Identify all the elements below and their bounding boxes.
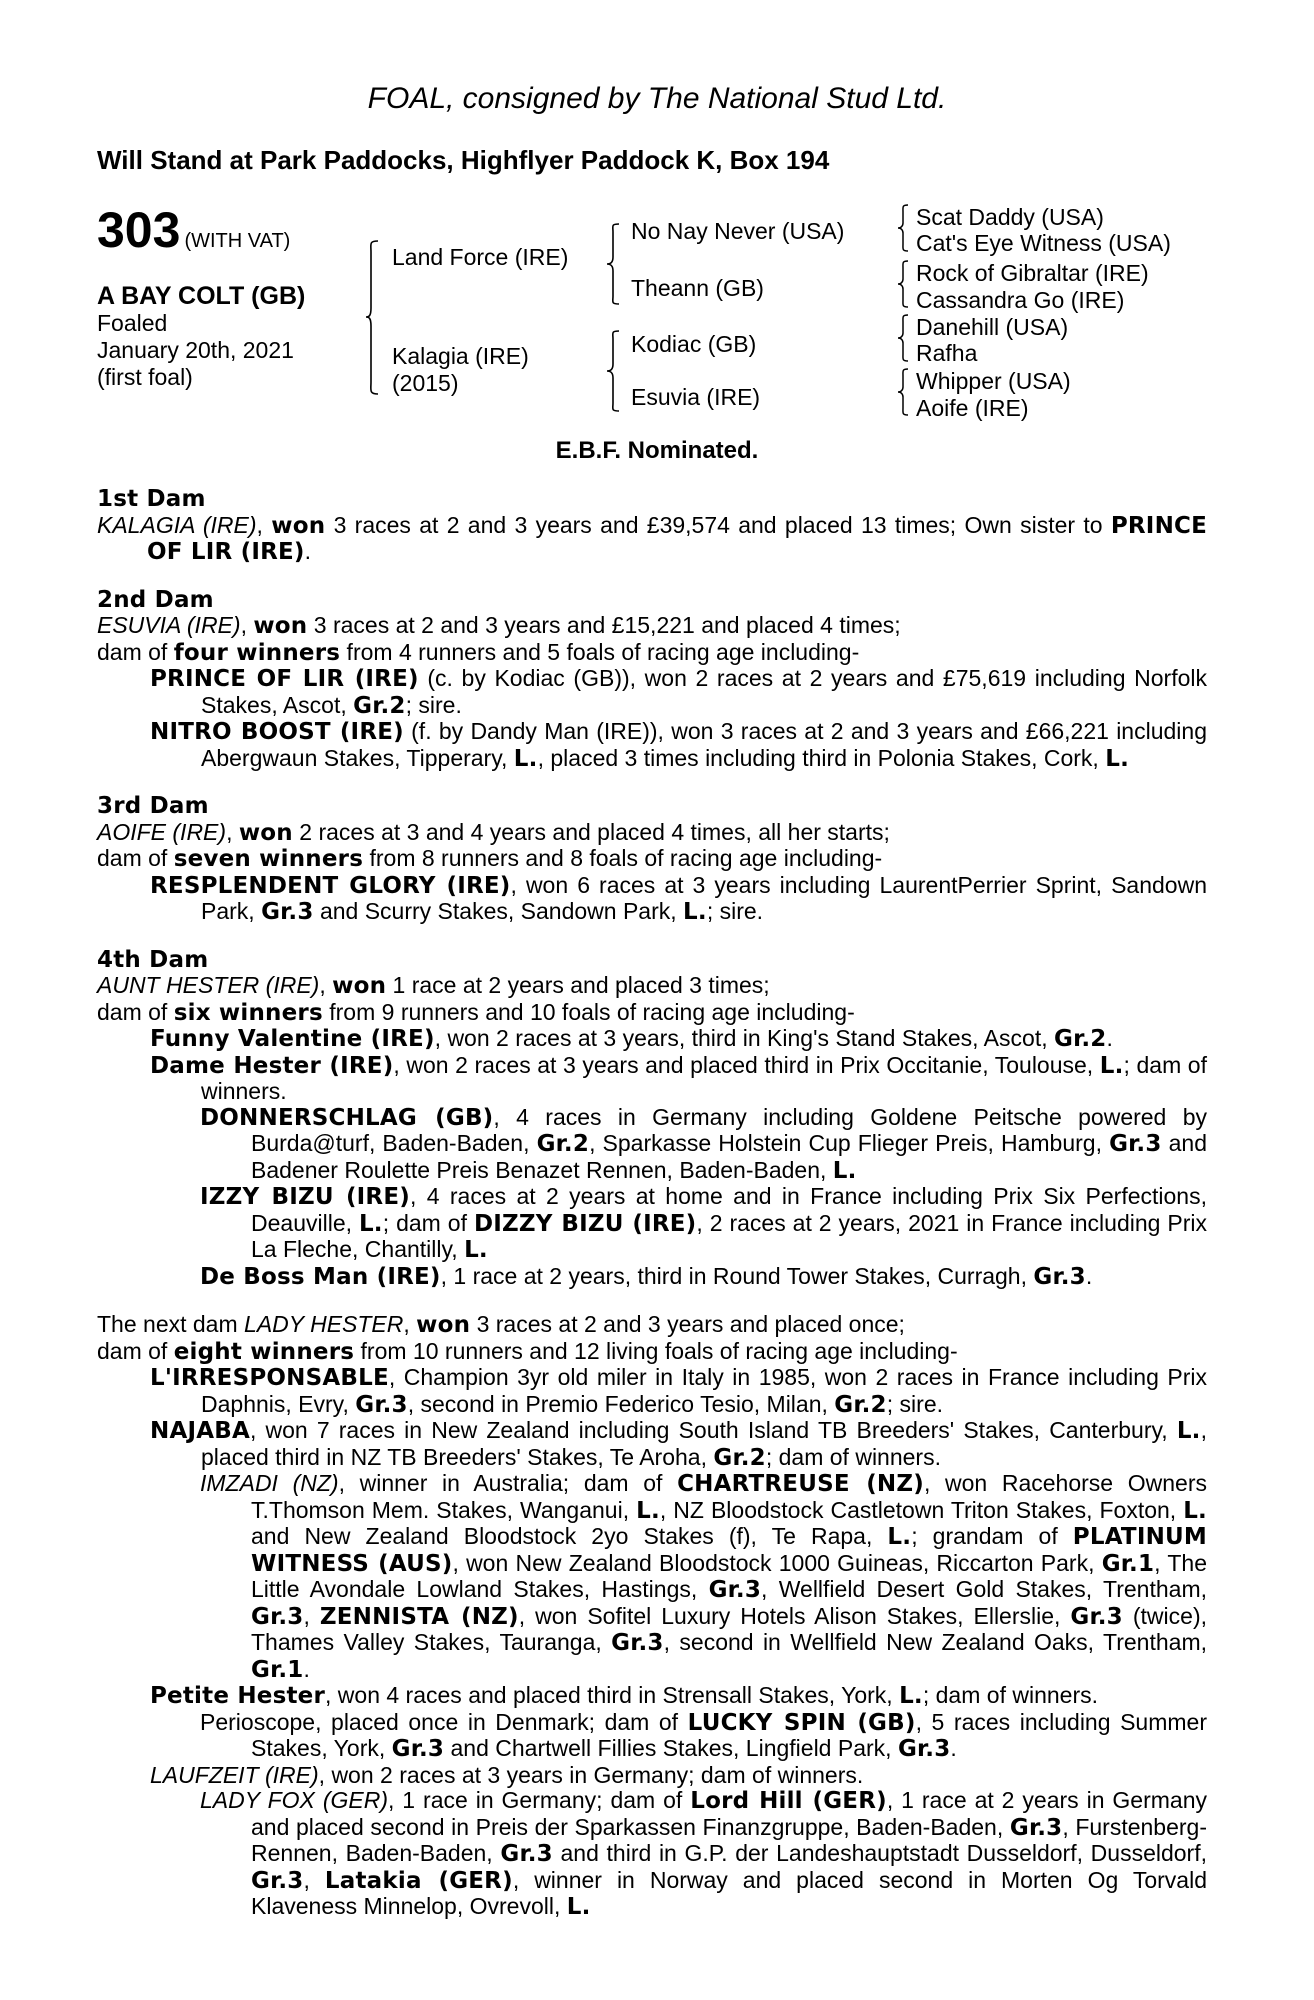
third-dam-heading: 3rd Dam	[97, 793, 209, 819]
pedigree-sire-dam: Theann (GB)	[631, 275, 764, 301]
lot-number: 303	[97, 202, 181, 258]
pedigree-dam-dam: Esuvia (IRE)	[631, 384, 761, 410]
progeny-entry: IMZADI (NZ), winner in Australia; dam of CHARTREUSE (NZ), won Racehorse Owners T.Thomson Mem. Stakes, Wanganui, L., NZ Bloodstock Castletown Triton Stakes, Foxton, L. and New Zealand Bloodstock 2yo Stakes (f), Te Rapa, L.; grandam of PLATINUM WITNESS (AUS), won New Zealand Bloodstock 1000 Guineas, Riccarton Park, Gr.1, The Little Avondale Lowland Stakes, Hastings, Gr.3, Wellfield Desert Gold Stakes, Trentham, Gr.3, ZENNISTA (NZ), won Sofitel Luxury Hotels Alison Stakes, Ellerslie, Gr.3 (twice), Thames Valley Stakes, Tauranga, Gr.3, second in Wellfield New Zealand Oaks, Trentham, Gr.1.	[200, 1470, 1207, 1683]
progeny-entry: RESPLENDENT GLORY (IRE), won 6 races at 3 years including LaurentPerrier Sprint, Sandown Park, Gr.3 and Scurry Stakes, Sandown Park, L.; sire.	[150, 871, 1207, 925]
pedigree-dam: Kalagia (IRE)	[392, 343, 529, 369]
pedigree-g5: Danehill (USA)	[916, 314, 1069, 340]
foaled-date: January 20th, 2021	[97, 337, 294, 363]
brace-dam-line	[606, 330, 620, 412]
second-dam-produce: dam of four winners from 4 runners and 5 foals of racing age including-	[97, 638, 860, 666]
pedigree-sire-sire: No Nay Never (USA)	[631, 218, 845, 244]
pedigree-g3: Rock of Gibraltar (IRE)	[916, 260, 1149, 286]
pedigree-g4: Cassandra Go (IRE)	[916, 287, 1125, 313]
progeny-entry: Funny Valentine (IRE), won 2 races at 3 years, third in King's Stand Stakes, Ascot, Gr.2.	[150, 1025, 1113, 1052]
pedigree-dam-year: (2015)	[392, 370, 459, 396]
fourth-dam-produce: dam of six winners from 9 runners and 10 foals of racing age including-	[97, 998, 855, 1026]
progeny-entry: PRINCE OF LIR (IRE) (c. by Kodiac (GB)), won 2 races at 2 years and £75,619 including Norfolk Stakes, Ascot, Gr.2; sire.	[150, 665, 1207, 719]
stand-location: Will Stand at Park Paddocks, Highflyer Paddock K, Box 194	[97, 145, 830, 175]
first-dam-heading: 1st Dam	[97, 486, 206, 512]
foal-note: (first foal)	[97, 364, 193, 390]
vat-label: (WITH VAT)	[184, 230, 291, 252]
brace-g3	[897, 314, 909, 362]
progeny-entry: Dame Hester (IRE), won 2 races at 3 years and placed third in Prix Occitanie, Toulouse, L.; dam of winners.	[150, 1051, 1207, 1104]
pedigree-g2: Cat's Eye Witness (USA)	[916, 230, 1171, 256]
third-dam-produce: dam of seven winners from 8 runners and 8 foals of racing age including-	[97, 845, 883, 872]
next-dam-produce: dam of eight winners from 10 runners and 12 living foals of racing age including-	[97, 1337, 958, 1365]
third-dam-text: AOIFE (IRE), won 2 races at 3 and 4 years and placed 4 times, all her starts;	[97, 818, 890, 846]
second-dam-heading: 2nd Dam	[97, 586, 214, 613]
fourth-dam-heading: 4th Dam	[97, 946, 209, 973]
fourth-dam-text: AUNT HESTER (IRE), won 1 race at 2 years and placed 3 times;	[97, 972, 770, 999]
progeny-entry: DONNERSCHLAG (GB), 4 races in Germany including Goldene Peitsche powered by Burda@turf, Baden-Baden, Gr.2, Sparkasse Holstein Cup Flieger Preis, Hamburg, Gr.3 and Badener Roulette Preis Benazet Rennen, Baden-Baden, L.	[200, 1103, 1208, 1184]
progeny-entry: De Boss Man (IRE), 1 race at 2 years, third in Round Tower Stakes, Curragh, Gr.3.	[200, 1262, 1093, 1290]
progeny-entry: Perioscope, placed once in Denmark; dam of LUCKY SPIN (GB), 5 races including Summer Stakes, York, Gr.3 and Chartwell Fillies Stakes, Lingfield Park, Gr.3.	[200, 1708, 1207, 1762]
progeny-entry: LAUFZEIT (IRE), won 2 races at 3 years in Germany; dam of winners.	[150, 1761, 864, 1788]
pedigree-g7: Whipper (USA)	[916, 368, 1071, 394]
next-dam-text: The next dam LADY HESTER, won 3 races at 2 and 3 years and placed once;	[97, 1311, 905, 1338]
pedigree-g1: Scat Daddy (USA)	[916, 204, 1104, 230]
lot-block	[97, 202, 306, 391]
pedigree-dam-sire: Kodiac (GB)	[631, 331, 757, 357]
progeny-entry: Petite Hester, won 4 races and placed third in Strensall Stakes, York, L.; dam of winners.	[150, 1682, 1098, 1709]
pedigree-sire: Land Force (IRE)	[392, 244, 569, 270]
second-dam-text: ESUVIA (IRE), won 3 races at 2 and 3 years and £15,221 and placed 4 times;	[97, 612, 901, 639]
brace-parents	[365, 240, 379, 395]
progeny-entry: LADY FOX (GER), 1 race in Germany; dam of Lord Hill (GER), 1 race at 2 years in Germany and placed second in Preis der Sparkassen Finanzgruppe, Baden-Baden, Gr.3, Furstenberg-Rennen, Baden-Baden, Gr.3 and third in G.P. der Landeshauptstadt Dusseldorf, Dusseldorf, Gr.3, Latakia (GER), winner in Norway and placed second in Morten Og Torvald Klaveness Minnelop, Ovrevoll, L.	[200, 1787, 1208, 1920]
consignor-heading: FOAL, consigned by The National Stud Ltd.	[367, 82, 947, 115]
brace-g4	[897, 368, 909, 416]
progeny-entry: NAJABA, won 7 races in New Zealand including South Island TB Breeders' Stakes, Canterbury, L., placed third in NZ TB Breeders' Stakes, Te Aroha, Gr.2; dam of winners.	[150, 1417, 1207, 1471]
lot-name: A BAY COLT (GB)	[97, 282, 306, 310]
brace-sire-line	[606, 223, 620, 305]
pedigree-g6: Rafha	[916, 340, 978, 366]
catalogue-body	[97, 487, 1207, 1921]
ebf-nominated: E.B.F. Nominated.	[555, 437, 759, 464]
foaled-label: Foaled	[97, 310, 168, 336]
progeny-entry: NITRO BOOST (IRE) (f. by Dandy Man (IRE)), won 3 races at 2 and 3 years and £66,221 including Abergwaun Stakes, Tipperary, L., placed 3 times including third in Polonia Stakes, Cork, L.	[150, 718, 1207, 772]
first-dam-text: KALAGIA (IRE), won 3 races at 2 and 3 years and £39,574 and placed 13 times; Own sister to PRINCE OF LIR (IRE).	[97, 511, 1208, 565]
brace-g2	[897, 260, 909, 308]
progeny-entry: L'IRRESPONSABLE, Champion 3yr old miler in Italy in 1985, won 2 races in France including Prix Daphnis, Evry, Gr.3, second in Premio Federico Tesio, Milan, Gr.2; sire.	[150, 1364, 1207, 1418]
pedigree-g8: Aoife (IRE)	[916, 395, 1029, 421]
brace-g1	[897, 204, 909, 252]
progeny-entry: IZZY BIZU (IRE), 4 races at 2 years at home and in France including Prix Six Perfections, Deauville, L.; dam of DIZZY BIZU (IRE), 2 races at 2 years, 2021 in France including Prix La Fleche, Chantilly, L.	[200, 1183, 1208, 1263]
